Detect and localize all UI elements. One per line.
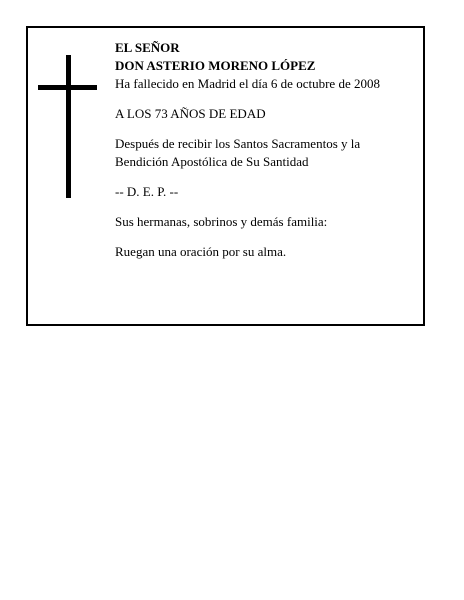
cross-horizontal-bar — [38, 85, 97, 90]
sacraments-line-2: Bendición Apostólica de Su Santidad — [115, 154, 309, 169]
notice-text — [115, 39, 415, 261]
deceased-name: DON ASTERIO MORENO LÓPEZ — [115, 58, 316, 73]
prayer-line: Ruegan una oración por su alma. — [115, 244, 287, 259]
obituary-notice — [26, 26, 425, 326]
age-statement: A LOS 73 AÑOS DE EDAD — [115, 106, 266, 121]
death-statement: Ha fallecido en Madrid el día 6 de octubre de 2008 — [115, 76, 380, 91]
cross-vertical-bar — [66, 55, 71, 198]
title-line-1: EL SEÑOR — [115, 40, 180, 55]
rip-line: -- D. E. P. -- — [115, 184, 179, 199]
family-line: Sus hermanas, sobrinos y demás familia: — [115, 214, 328, 229]
sacraments-line-1: Después de recibir los Santos Sacramentos y la — [115, 136, 361, 151]
